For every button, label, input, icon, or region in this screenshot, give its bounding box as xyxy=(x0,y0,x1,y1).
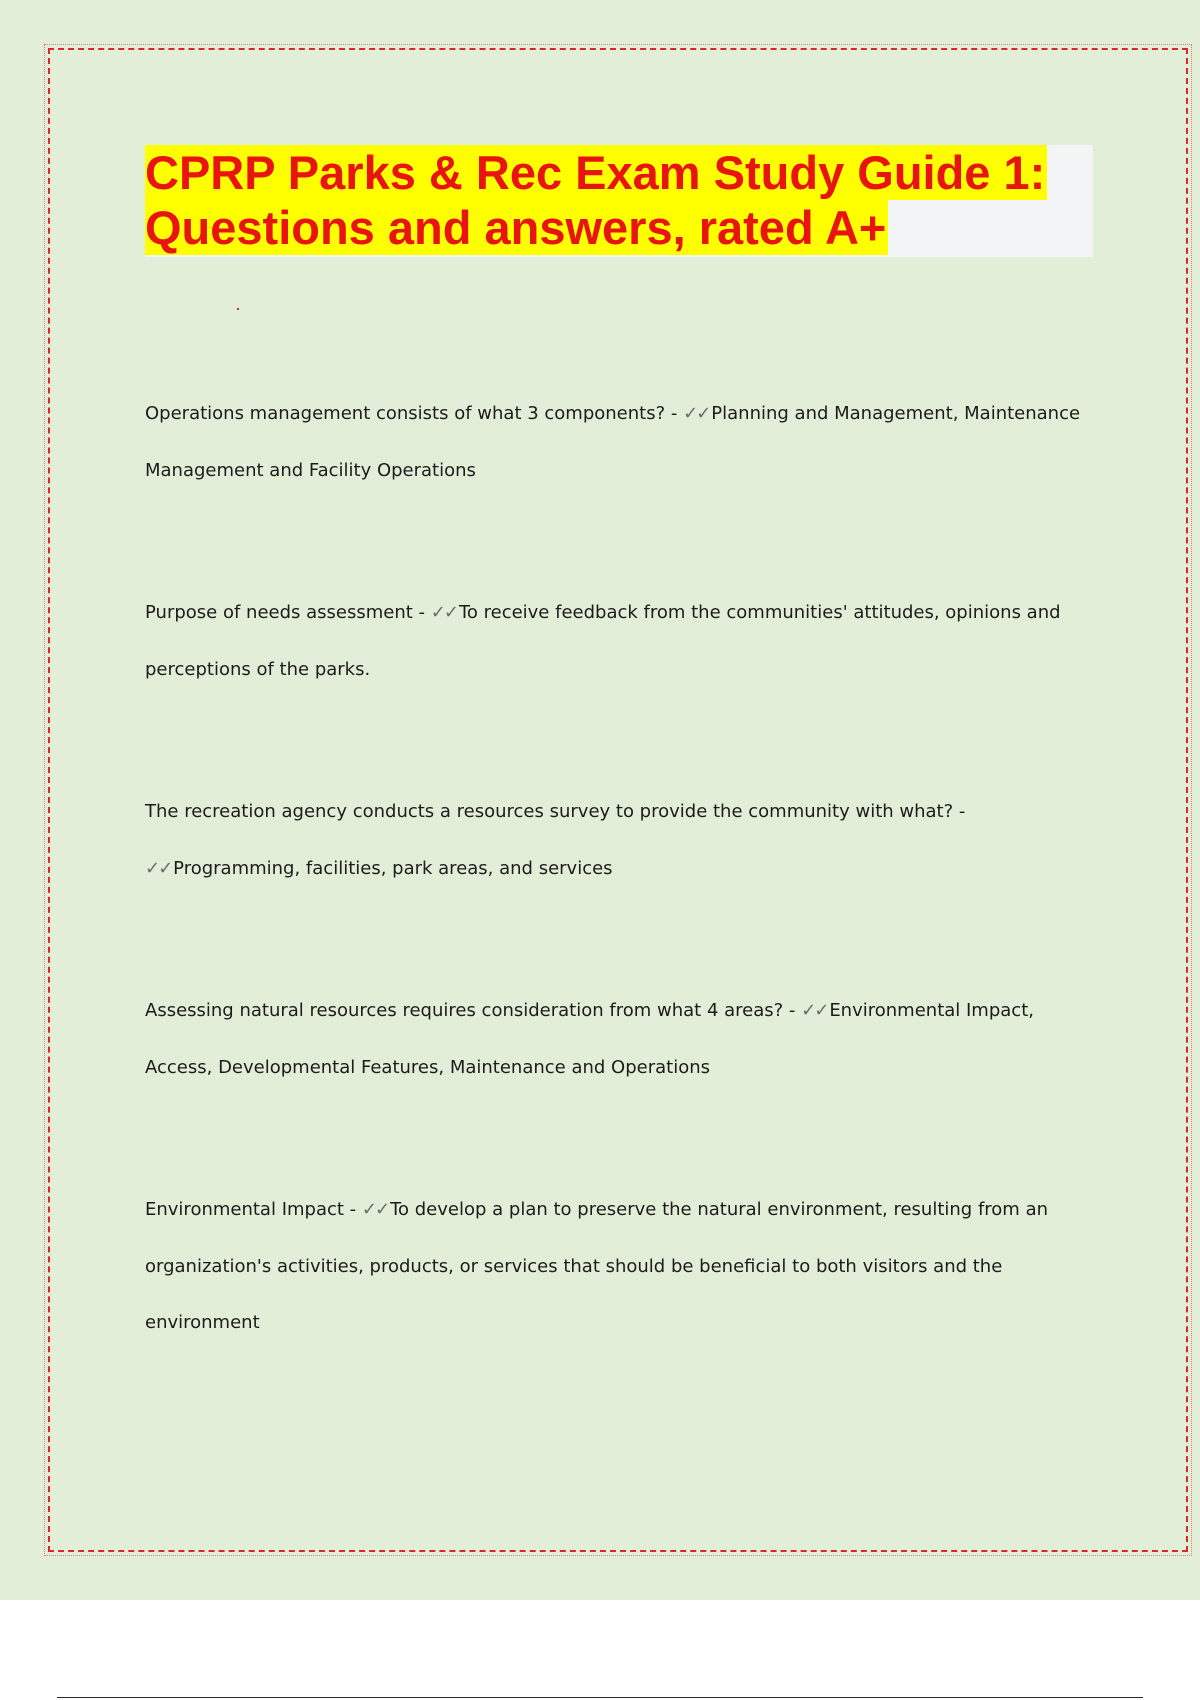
question-text: Purpose of needs assessment xyxy=(145,602,413,623)
qa-item xyxy=(145,784,1085,897)
double-check-icon: ✓✓ xyxy=(145,857,172,879)
question-text: The recreation agency conducts a resources survey to provide the community with what? xyxy=(145,801,954,822)
qa-item xyxy=(145,1182,1085,1352)
document-title-line-2: Questions and answers, rated A+ xyxy=(145,201,887,254)
qa-item xyxy=(145,983,1085,1096)
double-check-icon: ✓✓ xyxy=(430,602,457,623)
double-check-icon: ✓✓ xyxy=(361,1199,389,1220)
double-check-icon: ✓✓ xyxy=(683,403,710,424)
double-check-icon: ✓✓ xyxy=(801,1000,828,1021)
qa-list xyxy=(145,386,1085,1352)
question-text: Environmental Impact xyxy=(145,1199,344,1220)
document-title xyxy=(145,145,1093,255)
separator: - xyxy=(665,403,684,424)
qa-item xyxy=(145,585,1085,698)
answer-text: Environmental Impact, Access, Developmental Features, Maintenance and Operations xyxy=(145,1000,1034,1078)
answer-text: Programming, facilities, park areas, and services xyxy=(173,857,613,879)
answer-text: To develop a plan to preserve the natural environment, resulting from an organization's activities, products, or services that should be beneficial to both visitors and the environment xyxy=(145,1199,1049,1333)
answer-text: To receive feedback from the communities' attitudes, opinions and perceptions of the parks. xyxy=(145,602,1061,680)
answer-text: Planning and Management, Maintenance Management and Facility Operations xyxy=(145,403,1081,481)
separator: - xyxy=(412,602,431,623)
footer-divider xyxy=(57,1697,1143,1698)
stray-dot-mark xyxy=(237,308,239,310)
question-text: Operations management consists of what 3 components? xyxy=(145,403,666,424)
separator: - xyxy=(953,801,966,822)
question-text: Assessing natural resources requires consideration from what 4 areas? xyxy=(145,1000,784,1021)
separator: - xyxy=(783,1000,802,1021)
title-block xyxy=(145,145,1093,257)
separator: - xyxy=(343,1199,362,1220)
document-title-line-1: CPRP Parks & Rec Exam Study Guide 1: xyxy=(145,146,1046,199)
qa-item xyxy=(145,386,1085,499)
